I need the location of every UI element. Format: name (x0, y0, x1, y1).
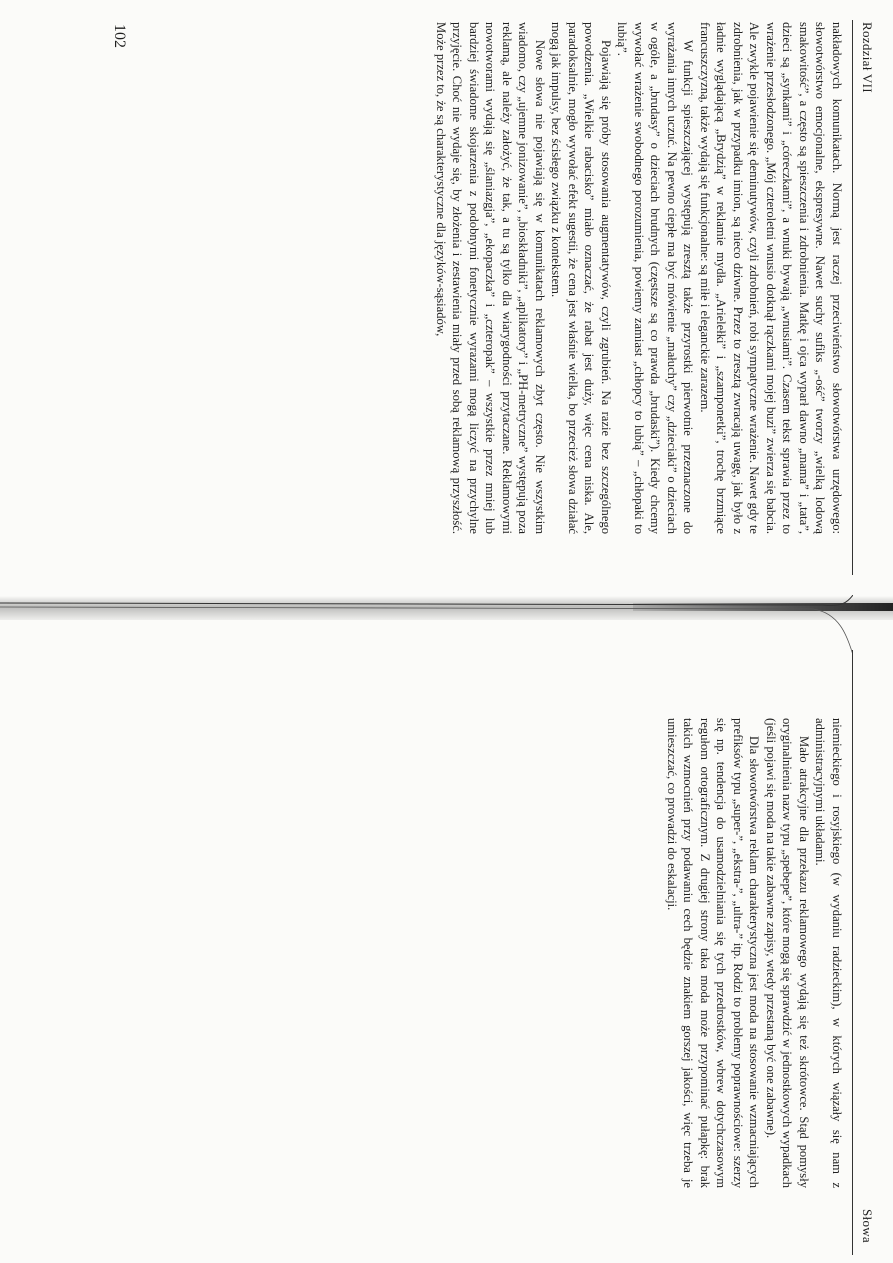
paragraph: Mało atrakcyjne dla przekazu reklamowego wydają się też skrótowce. Stąd pomysły oryginalnienia nazw typu „spebepe”, które mogą się sprawdzić w jednostkowych wypadkach (jeśli pojawi się moda na takie zabawne zapisy, wtedy przestaną być one zabawne). (764, 718, 811, 1188)
paragraph: niemieckiego i rosyjskiego (w wydaniu radzieckim), w których wiązały się nam z administracyjnymi układami. (813, 718, 844, 1188)
header-rule (852, 20, 853, 575)
paragraph: Dla słowotwórstwa reklam charakterystyczna jest moda na stosowanie wzmacniających prefiksów typu „super-”, „ekstra-”, „ultra-” itp. Rodzi to problemy poprawnościowe: szerzy się np. tendencja do usamodzielniania się tych przedrostków, wbrew dotychczasowym regułom ortograficznym. Z drugiej strony taka moda może przypominać pułapkę: brak takich wzmocnień przy podawaniu cech będzie znakiem gorszej jakości, więc trzeba je umieszczać, co prowadzi do eskalacji. (665, 718, 762, 1188)
paragraph: nakładowych komunikatach. Normą jest raczej przeciwieństwo słowotwórstwa urzędowego: słowotwórstwo emocjonalne, ekspresywne. Nawet suchy sufiks „-ość” tworzy „wielką lodową smakowitość”, a często są spieszczenia i zdrobnienia. Matkę i ojca wyparł dawno „mama” i „tata”, dzieci są „synkami” i „córeczkami”, a wnuki bywają „wnusiami”. Czasem tekst sprawia przez to wrażenie przesłodzonego. „Mój czteroletni wnusio dotknął rączkami mojej buzi” zwierza się babcia. Ale zwykle pojawienie się deminutywów, czyli zdrobnień, robi sympatyczne wrażenie. Nawet gdy te zdrobnienia, jak w przypadku imion, są nieco dziwne. Przez to zresztą zwracają uwagę, jak było z ładnie wyglądającą „Brydzią” w reklamie mydła. „Arielełki” i „szamponetki”, trochę brzmiące francuszczyzną, także wydają się funkcjonalne: są miłe i eleganckie zarazem. (698, 22, 844, 534)
paragraph: Pojawiają się próby stosowania augmentatywów, czyli zgrubień. Na razie bez szczególnego powodzenia. „Wielkie rabacisko” miało oznaczać, że rabat jest duży, więc cena niska. Ale, paradoksalnie, mogło wywołać efekt sugestii, że cena jest właśnie wielka, bo przecież słowa działać mogą jak impulsy, bez ścisłego związku z kontekstem. (549, 22, 613, 534)
paragraph: W funkcji spieszczającej występują zresztą także przyrostki pierwotnie przeznaczone do wyrażania innych uczuć. Na pewno ciepłe ma być mówienie „małuchy” czy „dzieciaki” o dzieciach w ogóle, a „brudasy” o dzieciach brudnych (częstsze są co prawda „brudaski”). Kiedy chcemy wywołać wrażenie swobodnego porozumienia, powiemy zamiast „chłopcy to lubią” – „chłopaki to lubią”. (615, 22, 696, 534)
paragraph: Nowe słowa nie pojawiają się w komunikatach reklamowych zbyt często. Nie wszystkim wiadomo, czy „ujemne jonizowanie”, „bioskładniki”, „aplikatory” i „PH-metryczne” występują poza reklamą, ale należy założyć, że tak, a tu są tylko dla wiarygodności przytaczane. Reklamowymi nowotworami wydają się „ślaniazgja”, „ekopaczka” i „czteropak” – wszystkie przez mniej lub bardziej świadome skojarzenia z podobnymi fonetycznie wyrazami mogą liczyć na przychylne przyjęcie. Choć nie wydaje się, by złożenia i zestawienia miały przed sobą reklamową przyszłość. Może przez to, że są charakterystyczne dla języków-sąsiadów, (434, 22, 547, 534)
left-page-body (433, 22, 846, 534)
header-rule (852, 650, 853, 1255)
running-head-chapter: Rozdział VII (860, 22, 875, 93)
right-page-body (664, 718, 846, 1188)
running-head-title: Słowa (860, 1209, 875, 1243)
left-page (0, 0, 893, 600)
page-number: 102 (111, 24, 128, 48)
right-page (0, 640, 893, 1263)
